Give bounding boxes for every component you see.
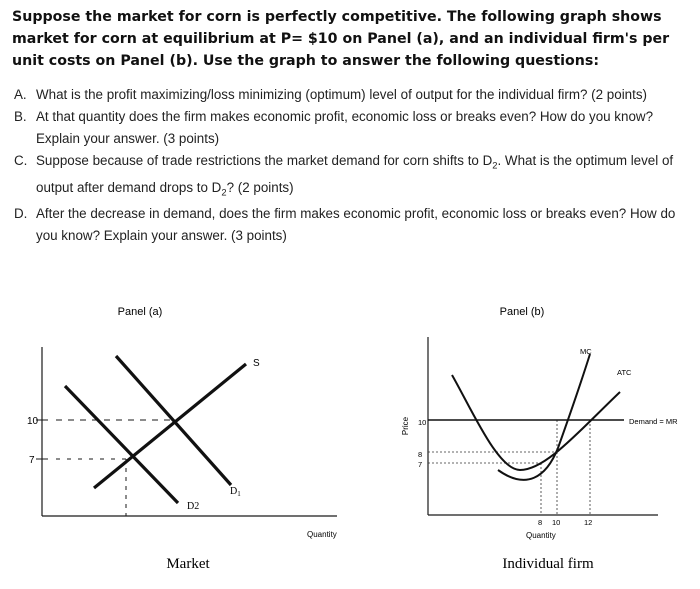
mc-label: MC <box>580 347 592 356</box>
panel-a-tick-label-10: 10 <box>27 416 39 427</box>
atc-curve <box>452 375 620 470</box>
question-text: After the decrease in demand, does the firm makes economic profit, economic loss or breaks even? How do you know? Explain your answer. (3 points) <box>36 206 676 244</box>
panel-a-title: Panel (a) <box>117 306 163 318</box>
panel-b-x-tick-8: 8 <box>538 518 543 527</box>
panel-b-x-tick-12: 12 <box>584 518 593 527</box>
panel-a-caption: Market <box>166 556 210 572</box>
panel-a <box>27 306 337 572</box>
panel-b-y-tick-8: 8 <box>418 450 423 459</box>
panel-b-x-label: Quantity <box>526 531 556 540</box>
question-text-after: ? (2 points) <box>226 179 294 195</box>
panel-b-x-tick-10: 10 <box>552 518 561 527</box>
subscript: 2 <box>492 160 498 171</box>
panel-b <box>401 306 678 572</box>
d1-label: $D_1$ <box>230 486 241 498</box>
demand-mr-label: Demand = MR <box>629 417 678 426</box>
panel-a-tick-label-7: 7 <box>29 455 35 466</box>
question-letter: B. <box>14 109 27 124</box>
problem-intro: Suppose the market for corn is perfectly competitive. The following graph shows market for corn at equilibrium at P= $10 on Panel (a), and an individual firm's per unit costs on Panel (b). Use the graph to answer the following questions: <box>12 9 670 69</box>
atc-label: ATC <box>617 368 632 377</box>
panel-b-caption: Individual firm <box>502 556 594 572</box>
supply-curve <box>94 364 246 488</box>
question-text-mid: . What is the optimum level of output after demand drops to D <box>36 153 674 195</box>
question-text: What is the profit maximizing/loss minimizing (optimum) level of output for the individual firm? (2 points) <box>36 87 647 102</box>
panel-b-y-tick-10: 10 <box>418 418 427 427</box>
question-text: At that quantity does the firm makes economic profit, economic loss or breaks even? How do you know? Explain your answer. (3 points) <box>36 109 654 146</box>
panel-a-x-label: Quantity <box>307 530 337 539</box>
question-letter: C. <box>14 153 28 168</box>
question-letter: D. <box>14 206 28 222</box>
supply-label: S <box>253 358 260 369</box>
panel-b-y-label: Price <box>401 416 410 436</box>
demand-curve-d2 <box>65 386 178 503</box>
question-text-before: Suppose because of trade restrictions the market demand for corn shifts to D <box>36 153 493 168</box>
panel-b-y-tick-7: 7 <box>418 460 423 469</box>
panel-b-title: Panel (b) <box>499 306 545 318</box>
subscript: 2 <box>221 187 227 198</box>
d2-label: D2 <box>187 501 200 512</box>
question-letter: A. <box>14 87 27 102</box>
